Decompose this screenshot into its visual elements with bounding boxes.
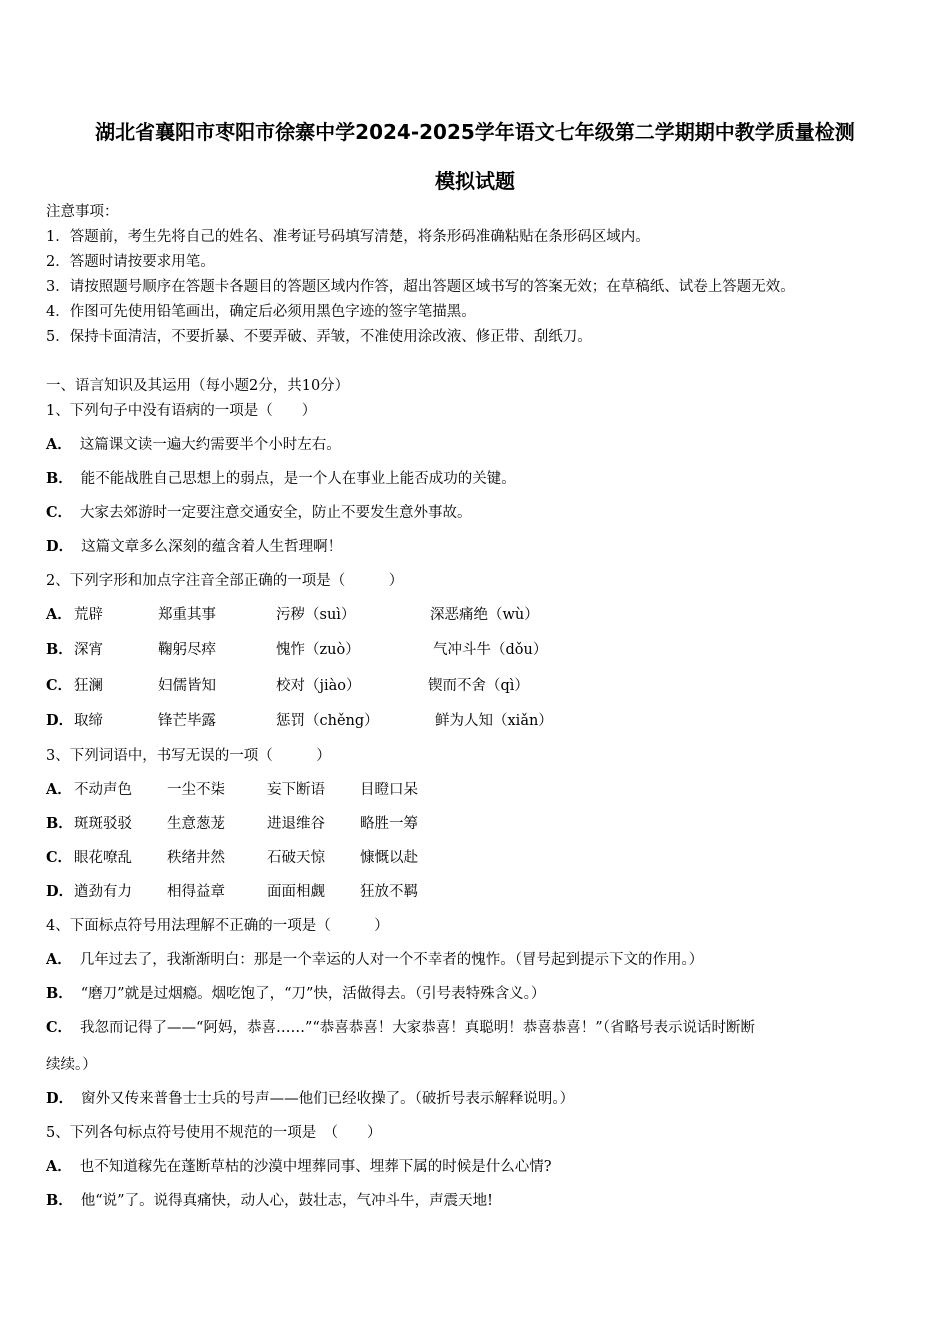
page-title-line-2: 模拟试题 <box>435 169 515 193</box>
question-3-option-c-label: C． <box>46 849 73 866</box>
question-3-option-c-item: 慷慨以赴 <box>360 850 418 866</box>
question-2-option-b-item: 气冲斗牛（dǒu） <box>433 642 548 658</box>
question-5-option-b: B． 他“说”了。说得真痛快，动人心，鼓壮志，气冲斗牛，声震天地! <box>46 1192 493 1209</box>
question-2-option-a-item: 郑重其事 <box>158 607 216 623</box>
question-3-option-d-item: 相得益章 <box>167 884 225 900</box>
question-3-option-b-label: B． <box>46 815 73 832</box>
question-1-stem: 1、下列句子中没有语病的一项是（ ） <box>46 403 317 419</box>
question-2-option-a-label: A． <box>46 606 72 623</box>
question-1-option-b: B． 能不能战胜自己思想上的弱点，是一个人在事业上能否成功的关键。 <box>46 470 516 487</box>
question-3-option-d-item: 遒劲有力 <box>74 884 132 900</box>
question-3-option-d-label: D． <box>46 883 74 900</box>
question-2-option-d-item: 鲜为人知（xiǎn） <box>435 713 553 729</box>
question-2-stem: 2、下列字形和加点字注音全部正确的一项是（ ） <box>46 573 404 589</box>
question-2-option-a-item: 荒辟 <box>74 607 103 623</box>
question-3-option-b-item: 斑斑驳驳 <box>74 816 132 832</box>
notice-item: 2．答题时请按要求用笔。 <box>46 254 215 270</box>
question-4-option-d: D． 窗外又传来普鲁士士兵的号声——他们已经收操了。（破折号表示解释说明。） <box>46 1090 575 1107</box>
question-2-option-c-item: 锲而不舍（qì） <box>428 678 529 694</box>
question-1-option-d: D． 这篇文章多么深刻的蕴含着人生哲理啊！ <box>46 538 343 555</box>
question-2-option-c-item: 狂澜 <box>74 678 103 694</box>
question-3-option-a-label: A． <box>46 781 72 798</box>
question-2-option-b-label: B． <box>46 641 73 658</box>
question-3-option-d-item: 面面相觑 <box>267 884 325 900</box>
notice-item: 1．答题前，考生先将自己的姓名、准考证号码填写清楚，将条形码准确粘贴在条形码区域内。 <box>46 229 650 245</box>
question-2-option-b-item: 深宵 <box>74 642 103 658</box>
question-4-option-c: C． 我忽而记得了——“阿妈，恭喜……”“恭喜恭喜！大家恭喜！真聪明！恭喜恭喜！”（省略号表示说话时断断 <box>46 1019 755 1036</box>
question-2-option-a-item: 深恶痛绝（wù） <box>430 607 539 623</box>
question-3-option-c-item: 秩绪井然 <box>167 850 225 866</box>
question-2-option-c-item: 校对（jiào） <box>276 678 361 694</box>
question-3-option-a-item: 不动声色 <box>74 782 132 798</box>
section-heading: 一、语言知识及其运用（每小题2分，共10分） <box>46 378 350 394</box>
question-2-option-a-item: 污秽（suì） <box>276 607 356 623</box>
question-1-option-a: A． 这篇课文读一遍大约需要半个小时左右。 <box>46 436 341 453</box>
question-3-stem: 3、下列词语中，书写无误的一项（ ） <box>46 748 331 764</box>
question-3-option-b-item: 略胜一筹 <box>360 816 418 832</box>
question-2-option-c-item: 妇儒皆知 <box>158 678 216 694</box>
notice-item: 3．请按照题号顺序在答题卡各题目的答题区域内作答，超出答题区域书写的答案无效；在草稿纸、试卷上答题无效。 <box>46 279 795 295</box>
question-2-option-b-item: 愧怍（zuò） <box>276 642 360 658</box>
question-3-option-c-item: 石破天惊 <box>267 850 325 866</box>
question-3-option-a-item: 妄下断语 <box>267 782 325 798</box>
question-5-option-a: A． 也不知道稼先在蓬断草枯的沙漠中埋葬同事、埋葬下属的时候是什么心情? <box>46 1158 552 1175</box>
notice-heading: 注意事项： <box>46 204 119 220</box>
question-3-option-c-item: 眼花嘹乱 <box>74 850 132 866</box>
question-1-option-c: C． 大家去郊游时一定要注意交通安全，防止不要发生意外事故。 <box>46 504 472 521</box>
question-2-option-d-item: 锋芒毕露 <box>158 713 216 729</box>
question-3-option-a-item: 一尘不柒 <box>167 782 225 798</box>
notice-item: 4．作图可先使用铅笔画出，确定后必须用黑色字迹的签字笔描黑。 <box>46 304 476 320</box>
question-4-option-b: B． “磨刀”就是过烟瘾。烟吃饱了，“刀”快，活做得去。（引号表特殊含义。） <box>46 985 546 1002</box>
question-2-option-b-item: 鞠躬尽瘁 <box>158 642 216 658</box>
question-4-option-c-continued: 续续。） <box>46 1057 97 1073</box>
question-2-option-d-label: D． <box>46 712 74 729</box>
question-4-stem: 4、下面标点符号用法理解不正确的一项是（ ） <box>46 918 389 934</box>
question-3-option-b-item: 生意葱茏 <box>167 816 225 832</box>
question-3-option-b-item: 进退维谷 <box>267 816 325 832</box>
question-5-stem: 5、下列各句标点符号使用不规范的一项是 （ ） <box>46 1125 382 1141</box>
question-2-option-c-label: C． <box>46 677 73 694</box>
question-2-option-d-item: 取缔 <box>74 713 103 729</box>
page-title-line-1: 湖北省襄阳市枣阳市徐寨中学2024-2025学年语文七年级第二学期期中教学质量检测 <box>95 120 855 144</box>
notice-item: 5．保持卡面清洁，不要折暴、不要弄破、弄皱，不准使用涂改液、修正带、刮纸刀。 <box>46 329 592 345</box>
question-2-option-d-item: 惩罚（chěng） <box>276 713 379 729</box>
question-4-option-a: A． 几年过去了，我渐渐明白：那是一个幸运的人对一个不幸者的愧怍。（冒号起到提示下文的作用。） <box>46 951 704 968</box>
question-3-option-a-item: 目瞪口呆 <box>360 782 418 798</box>
question-3-option-d-item: 狂放不羁 <box>360 884 418 900</box>
